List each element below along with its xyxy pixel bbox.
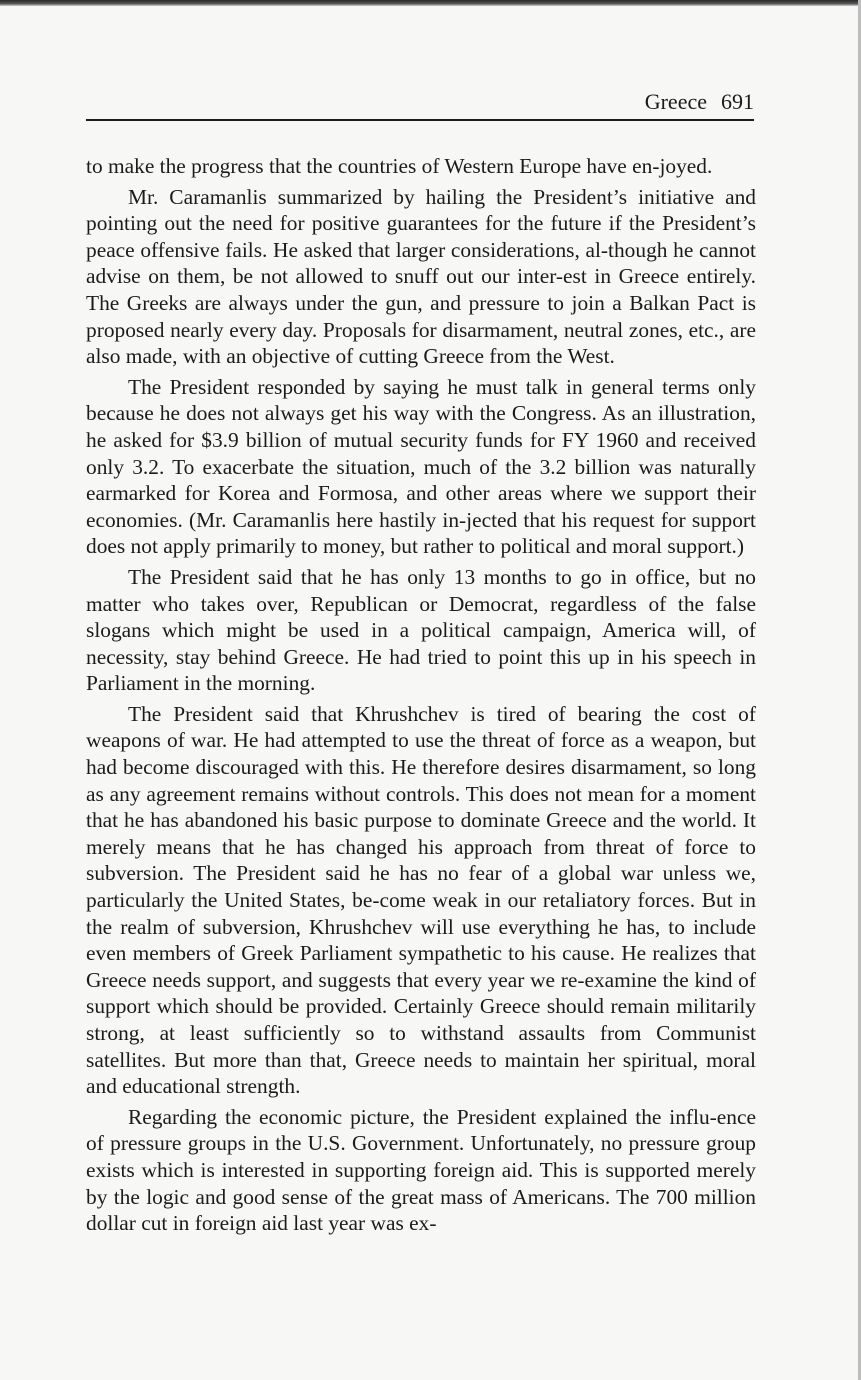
header-rule — [86, 119, 754, 121]
paragraph-president-term: The President said that he has only 13 months to go in office, but no matter who takes over, Republican or Democrat, regardless of the false slogans which might be used in a political campaign, America will, of necessity, stay behind Greece. He had tried to point this up in his speech in Parliament in the morning. — [86, 564, 756, 696]
paragraph-economic-picture: Regarding the economic picture, the President explained the influ-ence of pressure groups in the U.S. Government. Unfortunately, no pressure group exists which is interested in supporting foreign aid. This is supported merely by the logic and good sense of the great mass of Americans. The 700 million dollar cut in foreign aid last year was ex- — [86, 1104, 756, 1236]
paragraph-president-congress: The President responded by saying he must talk in general terms only because he does not always get his way with the Congress. As an illustration, he asked for $3.9 billion of mutual security funds for FY 1960 and received only 3.2. To exacerbate the situation, much of the 3.2 billion was naturally earmarked for Korea and Formosa, and other areas where we support their economies. (Mr. Caramanlis here hastily in-jected that his request for support does not apply primarily to money, but rather to political and moral support.) — [86, 374, 756, 559]
running-title: Greece — [644, 89, 707, 114]
running-head — [86, 88, 754, 116]
scan-edge-top — [0, 0, 861, 6]
paragraph-caramanlis-summary: Mr. Caramanlis summarized by hailing the President’s initiative and pointing out the need for positive guarantees for the future if the President’s peace offensive fails. He asked that larger considerations, al-though he cannot advise on them, be not allowed to snuff out our inter-est in Greece entirely. The Greeks are always under the gun, and pressure to join a Balkan Pact is proposed nearly every day. Proposals for disarmament, neutral zones, etc., are also made, with an objective of cutting Greece from the West. — [86, 184, 756, 369]
body-text — [86, 153, 756, 1241]
page-number: 691 — [721, 89, 754, 114]
paragraph-khrushchev: The President said that Khrushchev is tired of bearing the cost of weapons of war. He had attempted to use the threat of force as a weapon, but had become discouraged with this. He therefore desires disarmament, so long as any agreement remains without controls. This does not mean for a moment that he has abandoned his basic purpose to dominate Greece and the world. It merely means that he has changed his approach from threat of force to subversion. The President said he has no fear of a global war unless we, particularly the United States, be-come weak in our retaliatory forces. But in the realm of subversion, Khrushchev will use everything he has, to include even members of Greek Parliament sympathetic to his cause. He realizes that Greece needs support, and suggests that every year we re-examine the kind of support which should be provided. Certainly Greece should remain militarily strong, at least sufficiently so to withstand assaults from Communist satellites. But more than that, Greece needs to maintain her spiritual, moral and educational strength. — [86, 701, 756, 1099]
paragraph-continued: to make the progress that the countries of Western Europe have en-joyed. — [86, 154, 713, 178]
